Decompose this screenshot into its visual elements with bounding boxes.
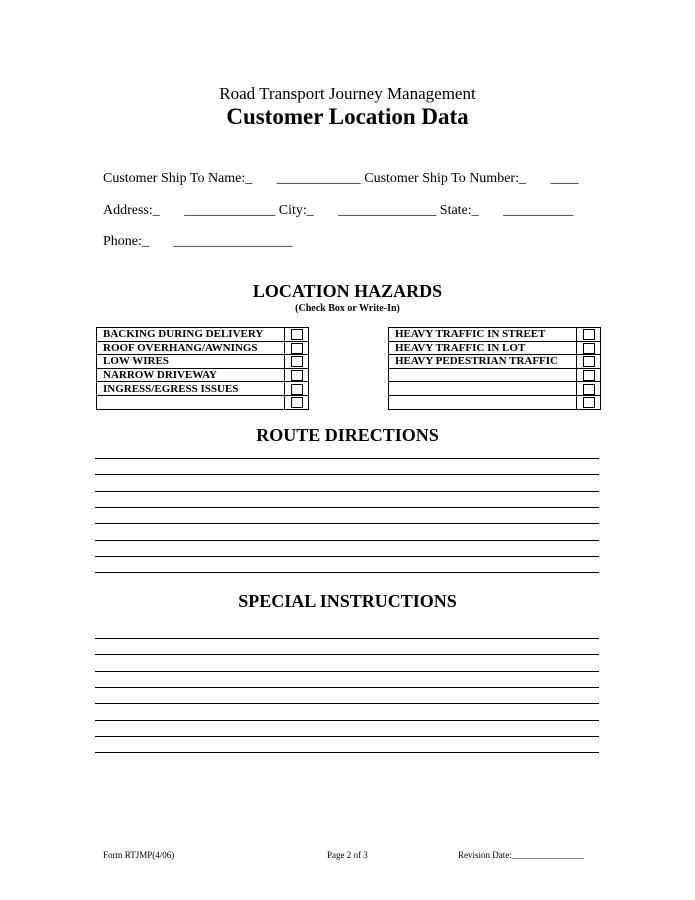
hazard-label[interactable] [389,395,577,409]
route-directions-heading: ROUTE DIRECTIONS [256,425,439,445]
hazard-checkbox-cell[interactable] [285,328,309,342]
write-in-line[interactable] [95,540,599,541]
write-in-line[interactable] [95,752,599,753]
checkbox[interactable] [583,384,595,395]
hazard-label: LOW WIRES [97,355,285,369]
checkbox[interactable] [291,356,303,367]
location-hazards-heading: LOCATION HAZARDS [252,281,443,301]
write-in-line[interactable] [95,687,599,688]
hazard-row [97,368,309,382]
special-instructions-heading: SPECIAL INSTRUCTIONS [238,591,457,611]
hazard-row [389,368,601,382]
checkbox[interactable] [291,384,303,395]
hazard-label[interactable] [97,395,285,409]
hazard-checkbox-cell[interactable] [577,355,601,369]
write-in-line[interactable] [95,736,599,737]
page-number: Page 2 of 3 [327,850,368,860]
write-in-line[interactable] [95,638,599,639]
checkbox[interactable] [583,343,595,354]
checkbox[interactable] [291,329,303,340]
hazard-checkbox-cell[interactable] [577,341,601,355]
customer-ship-to-fields[interactable]: Customer Ship To Name:_ ____________ Customer Ship To Number:_ ____ [103,171,579,186]
write-in-line[interactable] [95,572,599,573]
hazards-table-left [96,327,309,410]
hazard-label: HEAVY TRAFFIC IN STREET [389,328,577,342]
hazard-row [97,395,309,409]
hazard-row [97,355,309,369]
hazard-row [389,328,601,342]
address-city-state-fields[interactable]: Address:_ _____________ City:_ ______________ State:_ __________ [103,203,574,218]
checkbox[interactable] [291,343,303,354]
hazard-label: HEAVY TRAFFIC IN LOT [389,341,577,355]
hazard-label[interactable] [389,368,577,382]
write-in-line[interactable] [95,507,599,508]
hazard-label: INGRESS/EGRESS ISSUES [97,382,285,396]
write-in-line[interactable] [95,654,599,655]
hazard-label: NARROW DRIVEWAY [97,368,285,382]
hazard-row [389,341,601,355]
hazards-table-right [388,327,601,410]
hazard-label: HEAVY PEDESTRIAN TRAFFIC [389,355,577,369]
hazard-checkbox-cell[interactable] [577,368,601,382]
phone-field[interactable]: Phone:_ _________________ [103,234,293,249]
hazard-checkbox-cell[interactable] [577,395,601,409]
write-in-line[interactable] [95,491,599,492]
hazard-label: ROOF OVERHANG/AWNINGS [97,341,285,355]
write-in-line[interactable] [95,523,599,524]
checkbox[interactable] [291,370,303,381]
hazard-row [97,382,309,396]
hazard-checkbox-cell[interactable] [285,382,309,396]
hazard-checkbox-cell[interactable] [577,328,601,342]
checkbox[interactable] [583,397,595,408]
hazard-checkbox-cell[interactable] [285,395,309,409]
write-in-line[interactable] [95,474,599,475]
form-number: Form RTJMP(4/06) [103,850,175,860]
hazard-checkbox-cell[interactable] [285,355,309,369]
checkbox[interactable] [291,397,303,408]
write-in-line[interactable] [95,556,599,557]
location-hazards-note: (Check Box or Write-In) [295,303,400,314]
checkbox[interactable] [583,370,595,381]
write-in-line[interactable] [95,703,599,704]
write-in-line[interactable] [95,720,599,721]
hazard-row [389,395,601,409]
checkbox[interactable] [583,329,595,340]
hazard-row [389,382,601,396]
hazard-row [97,328,309,342]
form-subtitle: Road Transport Journey Management [219,84,476,103]
hazard-label: BACKING DURING DELIVERY [97,328,285,342]
form-title: Customer Location Data [226,104,469,129]
write-in-line[interactable] [95,671,599,672]
hazard-row [389,355,601,369]
write-in-line[interactable] [95,458,599,459]
revision-date: Revision Date:________________ [458,850,584,860]
hazard-label[interactable] [389,382,577,396]
hazard-checkbox-cell[interactable] [285,341,309,355]
hazard-row [97,341,309,355]
hazard-checkbox-cell[interactable] [285,368,309,382]
checkbox[interactable] [583,356,595,367]
hazard-checkbox-cell[interactable] [577,382,601,396]
